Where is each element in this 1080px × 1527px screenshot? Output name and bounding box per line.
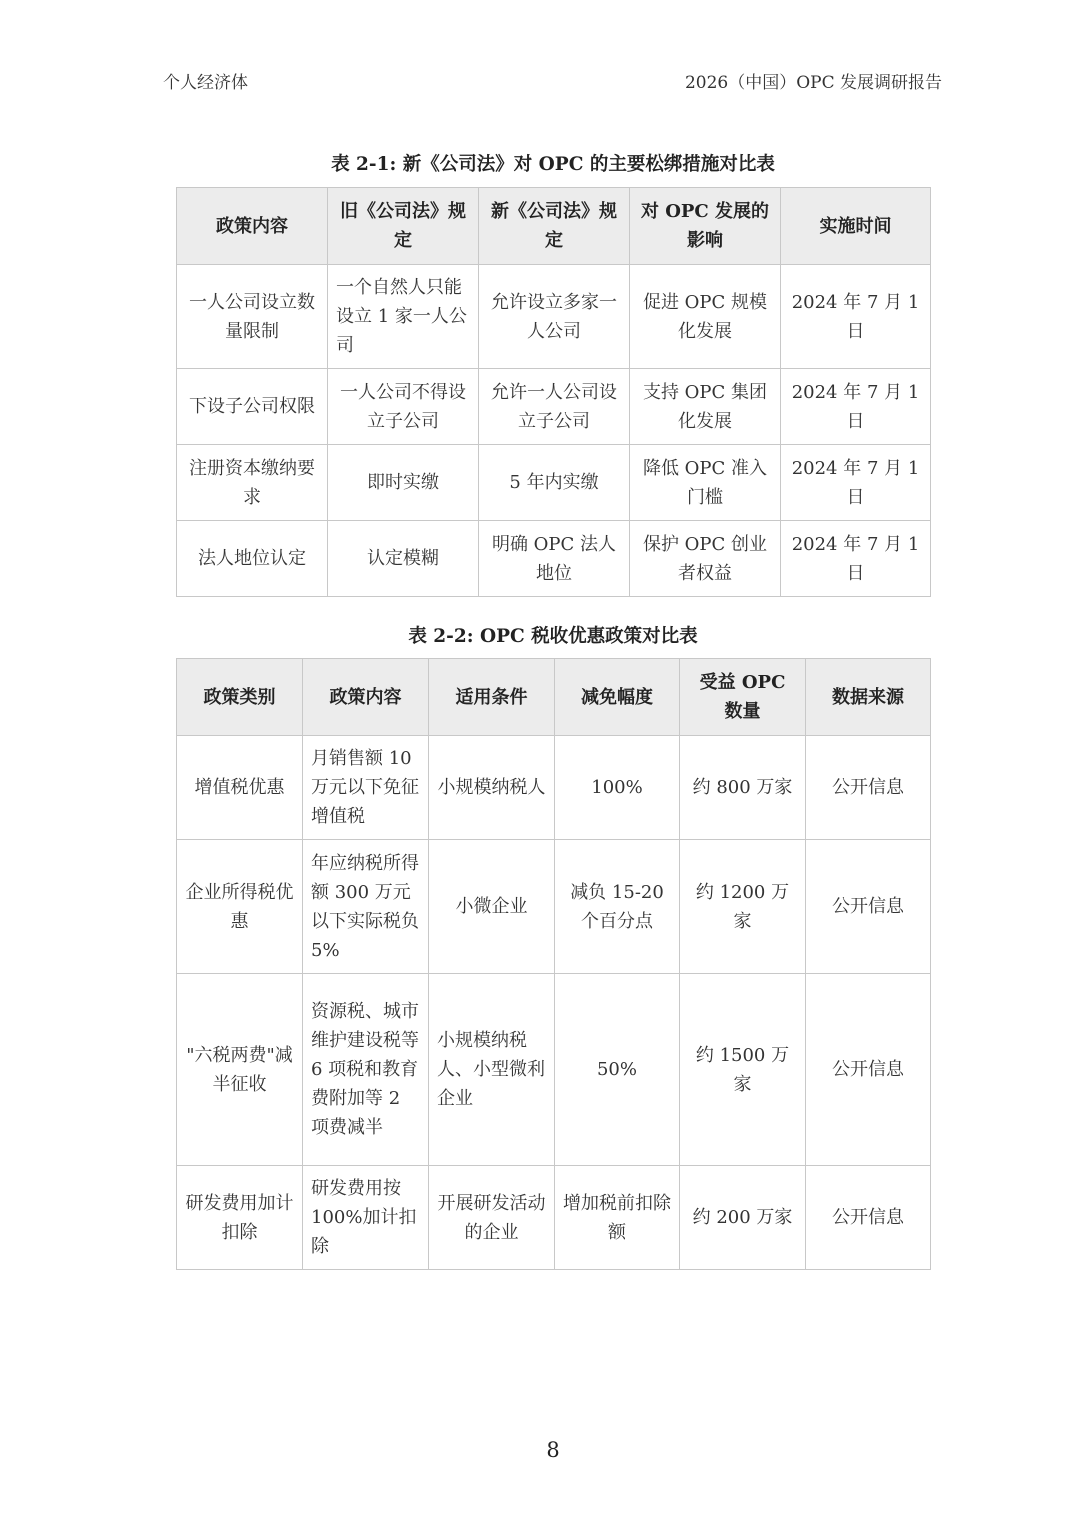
- table-cell: 资源税、城市维护建设税等 6 项税和教育费附加等 2 项费减半: [303, 974, 429, 1166]
- table-cell: 约 800 万家: [680, 736, 806, 840]
- column-header: 政策内容: [303, 659, 429, 736]
- table-cell: 2024 年 7 月 1 日: [781, 445, 931, 521]
- table-row: [177, 736, 931, 840]
- column-header: 对 OPC 发展的影响: [630, 188, 781, 265]
- table-row: [177, 521, 931, 597]
- table-cell: 小规模纳税人: [429, 736, 555, 840]
- table-row: [177, 1166, 931, 1270]
- column-header: 新《公司法》规定: [479, 188, 630, 265]
- table-cell: 认定模糊: [328, 521, 479, 597]
- table-cell: 2024 年 7 月 1 日: [781, 265, 931, 369]
- table-header-row: [177, 659, 931, 736]
- table-row: [177, 974, 931, 1166]
- table-cell: 增值税优惠: [177, 736, 303, 840]
- table-cell: 50%: [555, 974, 680, 1166]
- table-cell: 小微企业: [429, 840, 555, 974]
- table-cell: 允许一人公司设立子公司: [479, 369, 630, 445]
- table-cell: 约 200 万家: [680, 1166, 806, 1270]
- table-cell: 一个自然人只能设立 1 家一人公司: [328, 265, 479, 369]
- column-header: 政策内容: [177, 188, 328, 265]
- table-cell: 促进 OPC 规模化发展: [630, 265, 781, 369]
- table-cell: 约 1200 万家: [680, 840, 806, 974]
- table1-caption: 表 2-1: 新《公司法》对 OPC 的主要松绑措施对比表: [331, 154, 775, 175]
- table-row: [177, 840, 931, 974]
- table-cell: 研发费用按 100%加计扣除: [303, 1166, 429, 1270]
- table-row: [177, 265, 931, 369]
- table-row: [177, 445, 931, 521]
- table-cell: 小规模纳税人、小型微利企业: [429, 974, 555, 1166]
- table-cell: 注册资本缴纳要求: [177, 445, 328, 521]
- table-cell: 公开信息: [806, 736, 931, 840]
- table-cell: 法人地位认定: [177, 521, 328, 597]
- table-cell: 减负 15-20 个百分点: [555, 840, 680, 974]
- table-cell: 月销售额 10 万元以下免征增值税: [303, 736, 429, 840]
- table-header-row: [177, 188, 931, 265]
- table-cell: 约 1500 万家: [680, 974, 806, 1166]
- page-number: 8: [546, 1438, 560, 1462]
- table-cell: 企业所得税优惠: [177, 840, 303, 974]
- table-cell: 下设子公司权限: [177, 369, 328, 445]
- table-cell: 2024 年 7 月 1 日: [781, 521, 931, 597]
- table-cell: 公开信息: [806, 840, 931, 974]
- header-right: 2026（中国）OPC 发展调研报告: [684, 73, 942, 93]
- table-cell: 一人公司设立数量限制: [177, 265, 328, 369]
- table-cell: 明确 OPC 法人地位: [479, 521, 630, 597]
- table-cell: 2024 年 7 月 1 日: [781, 369, 931, 445]
- table-cell: 公开信息: [806, 1166, 931, 1270]
- table-cell: 100%: [555, 736, 680, 840]
- table-cell: 支持 OPC 集团化发展: [630, 369, 781, 445]
- table2-caption: 表 2-2: OPC 税收优惠政策对比表: [408, 626, 698, 647]
- table-cell: 5 年内实缴: [479, 445, 630, 521]
- column-header: 减免幅度: [555, 659, 680, 736]
- table-cell: 公开信息: [806, 974, 931, 1166]
- table-cell: 允许设立多家一人公司: [479, 265, 630, 369]
- table-cell: 即时实缴: [328, 445, 479, 521]
- table-cell: 研发费用加计扣除: [177, 1166, 303, 1270]
- table-cell: 年应纳税所得额 300 万元以下实际税负 5%: [303, 840, 429, 974]
- column-header: 实施时间: [781, 188, 931, 265]
- table-cell: 开展研发活动的企业: [429, 1166, 555, 1270]
- column-header: 数据来源: [806, 659, 931, 736]
- table-row: [177, 369, 931, 445]
- table-cell: 降低 OPC 准入门槛: [630, 445, 781, 521]
- table-cell: 一人公司不得设立子公司: [328, 369, 479, 445]
- column-header: 政策类别: [177, 659, 303, 736]
- column-header: 旧《公司法》规定: [328, 188, 479, 265]
- table-cell: 保护 OPC 创业者权益: [630, 521, 781, 597]
- table-cell: "六税两费"减半征收: [177, 974, 303, 1166]
- header-left: 个人经济体: [163, 73, 248, 93]
- column-header: 受益 OPC 数量: [680, 659, 806, 736]
- table-opc-tax-policy: [176, 658, 931, 1270]
- table-opc-company-law: [176, 187, 931, 597]
- table-cell: 增加税前扣除额: [555, 1166, 680, 1270]
- column-header: 适用条件: [429, 659, 555, 736]
